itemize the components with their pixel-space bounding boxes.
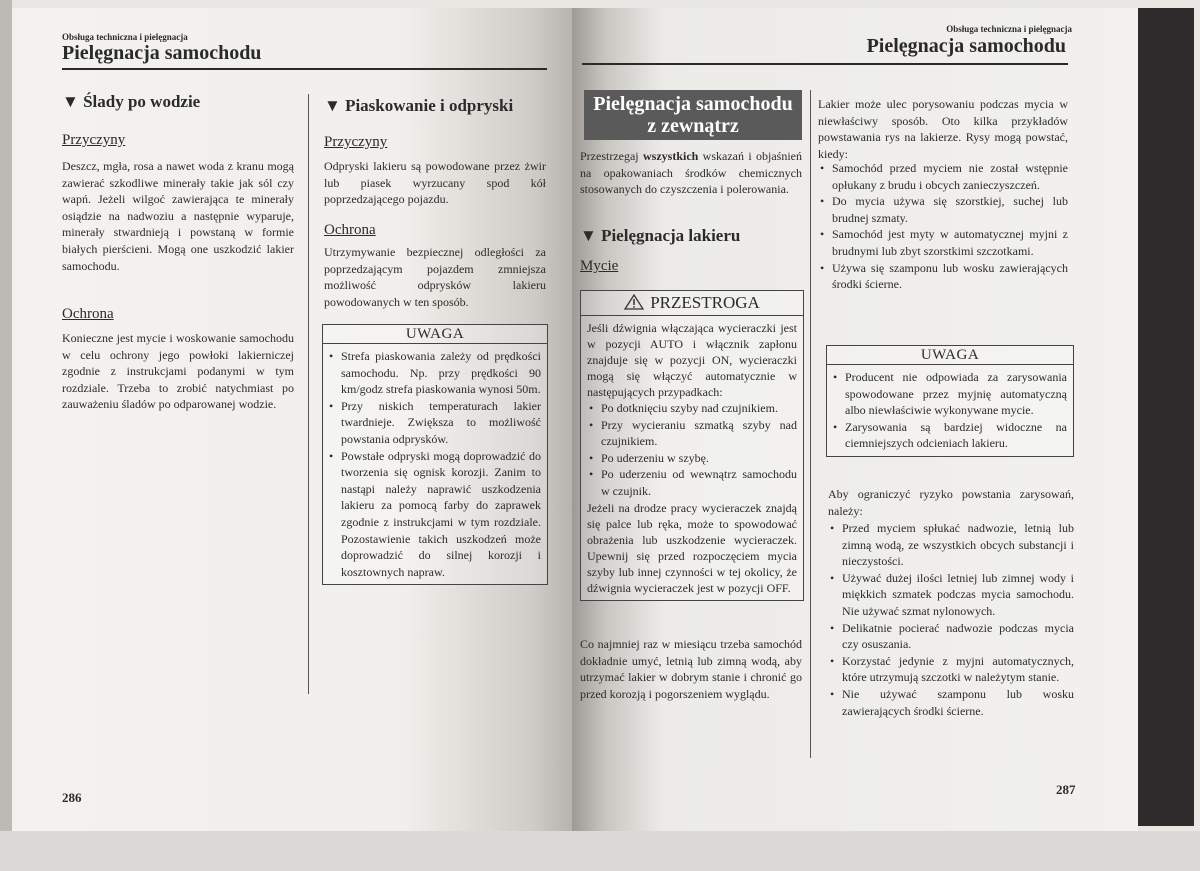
scratch-cause: • Do mycia używa się szorstkiej, suchej lub brudnej szmaty. <box>818 193 1068 226</box>
washing-subheading: Mycie <box>580 258 619 274</box>
note-item: • Przy niskich temperaturach lakier twardnieje. Zwiększa to możliwość powstania odprysków. <box>327 398 541 448</box>
right-section-label: Obsługa techniczna i pielęgnacja <box>946 24 1072 34</box>
triangle-down-icon: ▼ <box>580 226 602 245</box>
note-box-left <box>322 324 548 585</box>
warning-item: • Przy wycieraniu szmatką szyby nad czujnikiem. <box>587 417 797 450</box>
note-item: • Producent nie odpowiada za zarysowania spowodowane przez myjnię automatyczną albo niewłaściwie wykonywane mycie. <box>831 369 1067 419</box>
protection-heading-2: Ochrona <box>324 222 376 238</box>
note-item: • Zarysowania są bardziej widoczne na ciemniejszych odcieniach lakieru. <box>831 419 1067 452</box>
causes-text: Deszcz, mgła, rosa a nawet woda z kranu mogą zawierać szkodliwe minerały takie jak sól czy wapń. Jeżeli wilgoć zawierająca te minerały osiądzie na nadwoziu a następnie wyparuje, minerały stwardnieją i powstaną w formie białych pierścieni. Mogą one uszkodzić lakier samochodu. <box>62 159 294 273</box>
advice-intro: Aby ograniczyć ryzyko powstania zarysowań, należy: <box>828 487 1074 518</box>
warning-item: • Po uderzeniu w szybę. <box>587 450 797 467</box>
banner-line-1: Pielęgnacja samochodu <box>593 93 793 115</box>
causes-heading-2: Przyczyny <box>324 134 388 150</box>
scanner-bed <box>0 831 1200 871</box>
warning-list <box>587 400 797 500</box>
warning-text-2: Jeżeli na drodze pracy wycieraczek znajdą się palce lub ręka, może to spowodować obrażenia lub uszkodzenie wycieraczek. Upewnij się przed rozpoczęciem mycia szyby lub innej czynności w tej okolicy, że dźwignia wycieraczek jest w pozycji OFF. <box>587 500 797 595</box>
causes-text-2: Odpryski lakieru są powodowane przez żwir lub piasek wyrzucany spod kół poprzedzającego pojazdu. <box>324 159 546 207</box>
warning-triangle-icon <box>624 294 644 310</box>
note-list <box>323 344 547 584</box>
page-number-right: 287 <box>1056 782 1076 797</box>
column-divider-right <box>810 90 811 758</box>
paint-care-heading: ▼ Pielęgnacja lakieru <box>580 226 741 245</box>
scratch-cause: • Używa się szamponu lub wosku zawierających środki ścierne. <box>818 260 1068 293</box>
scratch-causes-list <box>818 160 1068 293</box>
sandblasting-heading: ▼ Piaskowanie i odpryski <box>324 96 514 115</box>
note-item: • Powstałe odpryski mogą doprowadzić do tworzenia się ognisk korozji. Zanim to nastąpi należy naprawić uszkodzenia lakieru za pomocą farby do zaprawek zgodnie z instrukcjami w tym rozdziale. Pozostawienie takich uszkodzeń może doprowadzić do silnej korozji i kosztownych napraw. <box>327 448 541 581</box>
warning-item: • Po dotknięciu szyby nad czujnikiem. <box>587 400 797 417</box>
scratch-cause: • Samochód jest myty w automatycznej myjni z brudnymi lub zbyt szorstkimi szczotkami. <box>818 226 1068 259</box>
book-edge <box>0 0 12 871</box>
note-list-right <box>827 365 1073 456</box>
advice-item: • Delikatnie pocierać nadwozie podczas mycia czy osuszania. <box>828 620 1074 653</box>
advice-item: • Nie używać szamponu lub wosku zawierających środki ścierne. <box>828 686 1074 719</box>
water-spots-heading: ▼ Ślady po wodzie <box>62 92 201 111</box>
protection-text: Konieczne jest mycie i woskowanie samochodu w celu ochrony jego powłoki lakierniczej zgodnie z instrukcjami podanymi w tym rozdziale. Trzeba to zrobić natychmiast po zauważeniu śladów po odparowanej wodzie. <box>62 331 294 412</box>
advice-item: • Korzystać jedynie z myjni automatycznych, które utrzymują szczotki w należytym stanie. <box>828 653 1074 686</box>
banner-line-2: z zewnątrz <box>647 115 739 137</box>
right-page-title: Pielęgnacja samochodu <box>866 35 1066 57</box>
triangle-down-icon: ▼ <box>62 92 84 111</box>
protection-heading: Ochrona <box>62 306 114 322</box>
scratch-cause: • Samochód przed myciem nie został wstępnie opłukany z brudu i obcych zanieczyszczeń. <box>818 160 1068 193</box>
page-number-left: 286 <box>62 790 82 805</box>
scratch-intro: Lakier może ulec porysowaniu podczas mycia w niewłaściwy sposób. Oto kilka przykładów powstawania rys na lakierze. Rysy mogą powstać, kiedy: <box>818 97 1068 161</box>
causes-heading: Przyczyny <box>62 132 126 148</box>
right-header-rule <box>582 63 1068 65</box>
triangle-down-icon: ▼ <box>324 96 346 115</box>
closing-text: Co najmniej raz w miesiącu trzeba samochód dokładnie umyć, letnią lub zimną wodą, aby utrzymać lakier w dobrym stanie i chronić go przed korozją i pogorszeniem wyglądu. <box>580 637 802 701</box>
note-item: • Strefa piaskowania zależy od prędkości samochodu. Np. przy prędkości 90 km/godz strefa piaskowania wynosi 50m. <box>327 348 541 398</box>
note-title: UWAGA <box>323 325 547 344</box>
note-box-right <box>826 345 1074 457</box>
column-divider <box>308 94 309 694</box>
left-header-rule <box>62 68 547 70</box>
warning-title: PRZESTROGA <box>581 291 803 316</box>
section-banner <box>584 90 802 140</box>
left-page <box>12 8 572 831</box>
left-page-title: Pielęgnacja samochodu <box>62 42 262 64</box>
advice-item: • Używać dużej ilości letniej lub zimnej wody i miękkich szmatek podczas mycia samochodu. Nie używać szmat nylonowych. <box>828 570 1074 620</box>
book-cover-edge <box>1138 8 1194 826</box>
advice-item: • Przed myciem spłukać nadwozie, letnią lub zimną wodą, ze wszystkich obcych substancji i nieczystości. <box>828 520 1074 570</box>
right-page <box>572 8 1138 831</box>
note-title-right: UWAGA <box>827 346 1073 365</box>
warning-box <box>580 290 804 601</box>
left-section-label: Obsługa techniczna i pielęgnacja <box>62 32 188 42</box>
intro-text: Przestrzegaj wszystkich wskazań i objaśnień na opakowaniach środków chemicznych stosowanych do czyszczenia i polerowania. <box>580 149 802 197</box>
warning-text-1: Jeśli dźwignia włączająca wycieraczki jest w pozycji AUTO i włącznik zapłonu znajduje się w pozycji ON, wycieraczki mogą się włączyć automatycznie w następujących przypadkach: <box>587 321 797 399</box>
warning-item: • Po uderzeniu od wewnątrz samochodu w czujnik. <box>587 466 797 499</box>
protection-text-2: Utrzymywanie bezpiecznej odległości za poprzedzającym pojazdem zmniejsza możliwość odprysków lakieru powodowanych w ten sposób. <box>324 245 546 309</box>
advice-list <box>828 520 1074 719</box>
